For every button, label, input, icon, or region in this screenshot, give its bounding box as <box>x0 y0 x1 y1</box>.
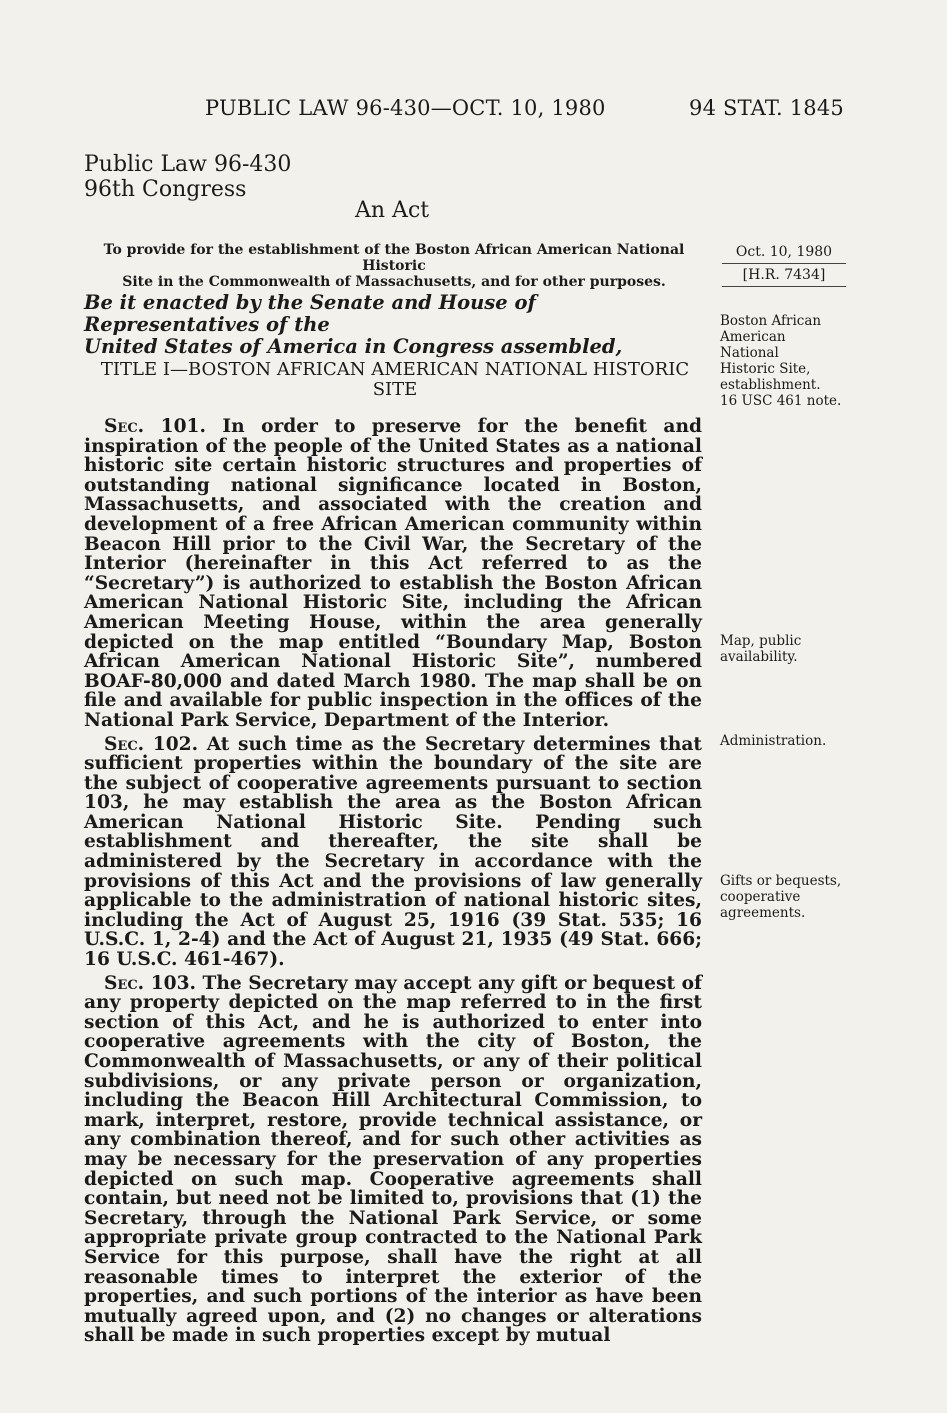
margin-note-line: agreements. <box>720 905 806 921</box>
section-text: 102. At such time as the Secretary determines that sufficient properties within the boundary of the site are the subject of cooperative agreements pursuant to section 103, he may establish the area as the Boston African American National Historic Site. Pending such establishment and thereafter, the site shall be administered by the Secretary in accordance with the provisions of this Act and the provisions of law generally applicable to the administration of national historic sites, including the Act of August 25, 1916 (39 Stat. 535; 16 U.S.C. 1, 2-4) and the Act of August 21, 1935 (49 Stat. 666; 16 U.S.C. 461-467). <box>84 733 702 971</box>
section-text: 103. The Secretary may accept any gift or bequest of any property depicted on the map referred to in the first section of this Act, and he is authorized to enter into cooperative agreements with the city of Boston, the Commonwealth of Massachusetts, or any of their political subdivisions, or any private person or organization, including the Beacon Hill Architectural Commission, to mark, interpret, restore, provide technical assistance, or any combination thereof, and for such other activities as may be necessary for the preservation of any properties depicted on such map. Cooperative agreements shall contain, but need not be limited to, provisions that (1) the Secretary, through the National Park Service, or some appropriate private group contracted to the National Park Service for this purpose, shall have the right at all reasonable times to interpret the exterior of the properties, and such portions of the interior as have been mutually agreed upon, and (2) no changes or alterations shall be made in such properties except by mutual <box>84 972 702 1347</box>
margin-note-gifts <box>720 873 850 921</box>
purpose-line: To provide for the establishment of the Boston African American National Historic <box>103 242 685 274</box>
act-purpose <box>84 242 704 290</box>
enacting-line: Be it enacted by the Senate and House of Representatives of the <box>84 291 536 336</box>
margin-note-line: Map, public <box>720 633 802 649</box>
title-line: TITLE I—BOSTON AFRICAN AMERICAN NATIONAL HISTORIC <box>100 359 690 380</box>
running-head: PUBLIC LAW 96-430—OCT. 10, 1980 <box>205 96 606 120</box>
title-line: SITE <box>372 379 418 400</box>
section-text: 101. In order to preserve for the benefit and inspiration of the people of the United States as a national historic site certain historic structures and properties of outstanding national significance located in Boston, Massachusetts, and associated with the creation and development of a free African American community within Beacon Hill prior to the Civil War, the Secretary of the Interior (hereinafter in this Act referred to as the “Secretary”) is authorized to establish the Boston African American National Historic Site, including the African American Meeting House, within the area generally depicted on the map entitled “Boundary Map, Boston African American National Historic Site”, numbered BOAF-80,000 and dated March 1980. The map shall be on file and available for public inspection in the offices of the National Park Service, Department of the Interior. <box>84 416 702 731</box>
statute-page-number: 94 STAT. 1845 <box>689 96 844 120</box>
section-label: Sec. <box>104 972 145 994</box>
date-rule <box>722 263 846 264</box>
section-label: Sec. <box>104 416 145 437</box>
margin-note-line: National <box>720 345 779 361</box>
margin-note-map <box>720 633 850 665</box>
enactment-date-box <box>722 243 846 289</box>
margin-note-line: establishment. <box>720 377 821 393</box>
act-title: An Act <box>355 198 430 223</box>
bill-number: [H.R. 7434] <box>742 267 826 283</box>
enactment-date: Oct. 10, 1980 <box>735 244 833 260</box>
margin-note-line: cooperative <box>720 889 801 905</box>
margin-note-establishment <box>720 313 850 409</box>
section-label: Sec. <box>104 733 145 755</box>
margin-note-line: availability. <box>720 649 798 665</box>
margin-note-line: 16 USC 461 note. <box>720 393 842 409</box>
margin-note-line: Boston African <box>720 313 822 329</box>
enacting-clause <box>84 292 706 358</box>
section-101 <box>84 417 702 731</box>
margin-note-line: Historic Site, <box>720 361 811 377</box>
purpose-line: Site in the Commonwealth of Massachusetts, and for other purposes. <box>122 274 666 290</box>
margin-note-line: Gifts or bequests, <box>720 873 842 889</box>
title-heading <box>84 360 706 400</box>
margin-note-line: American <box>720 329 786 345</box>
margin-note-line: Administration. <box>720 733 827 749</box>
body-text <box>84 417 702 1350</box>
section-102 <box>84 735 702 970</box>
margin-note-administration <box>720 733 850 749</box>
section-103 <box>84 974 702 1346</box>
congress-number: 96th Congress <box>84 177 247 202</box>
public-law-number: Public Law 96-430 <box>84 152 292 177</box>
enacting-line: United States of America in Congress assembled, <box>84 335 623 358</box>
date-rule <box>722 286 846 287</box>
